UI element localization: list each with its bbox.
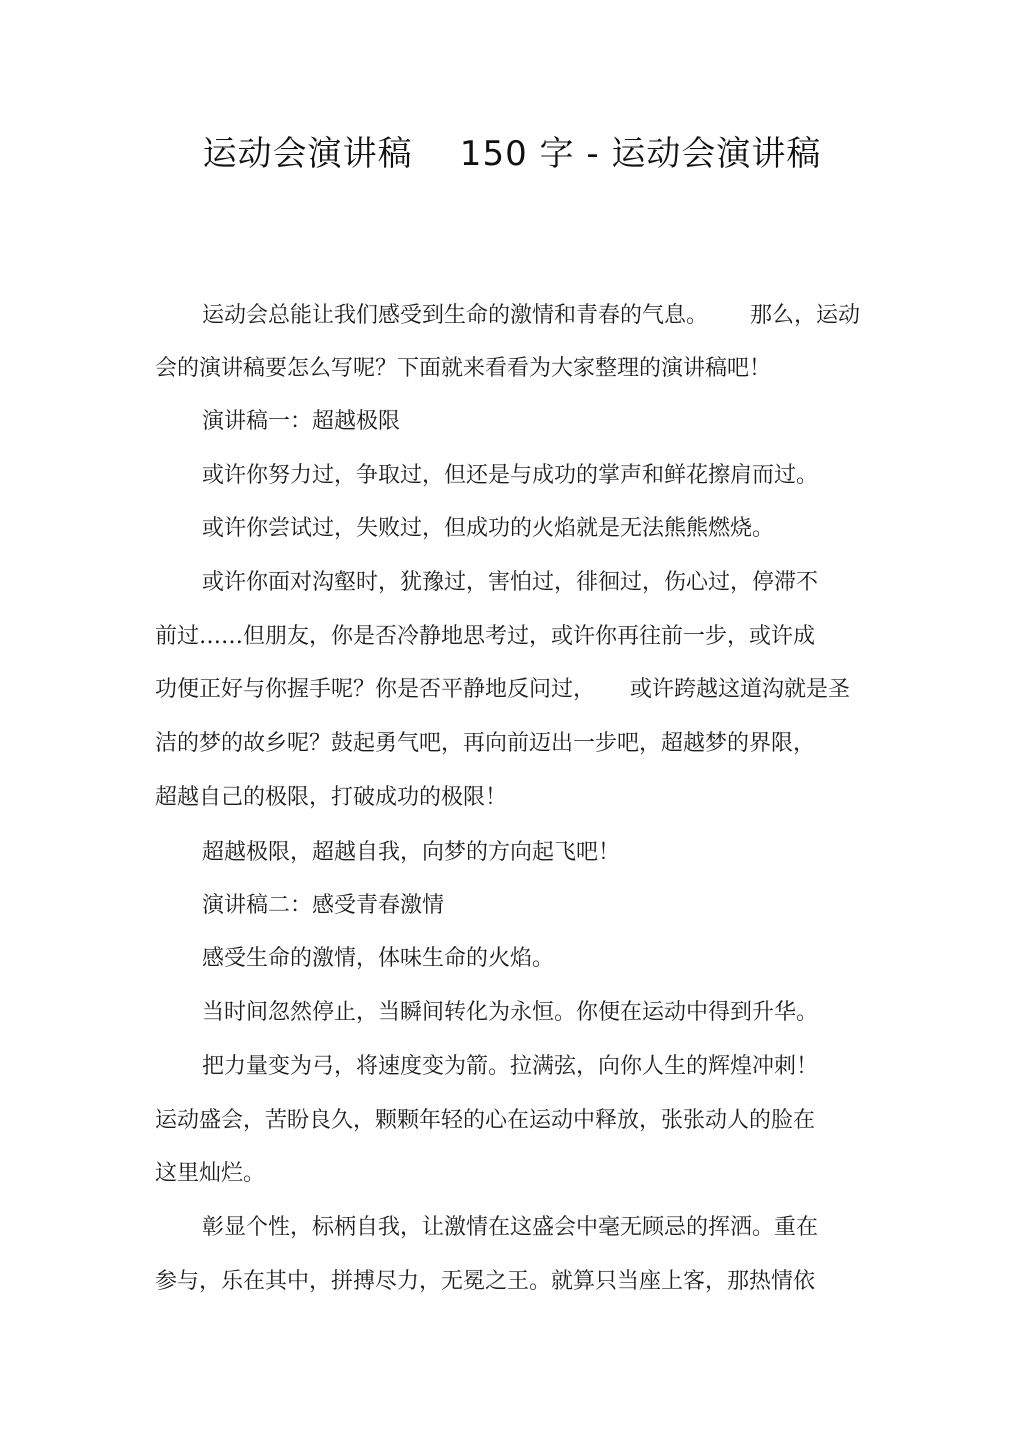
paragraph-line: 把力量变为弓，将速度变为箭。拉满弦，向你人生的辉煌冲刺！ bbox=[202, 1054, 819, 1079]
paragraph-line: 参与，乐在其中，拼搏尽力，无冕之王。就算只当座上客，那热情依 bbox=[155, 1269, 816, 1294]
paragraph-line: 功便正好与你握手呢？你是否平静地反问过， 或许跨越这道沟就是圣 bbox=[155, 677, 850, 702]
paragraph-line: 或许你面对沟壑时，犹豫过，害怕过，徘徊过，伤心过，停滞不 bbox=[202, 570, 819, 595]
section-heading: 演讲稿二：感受青春激情 bbox=[202, 893, 445, 918]
paragraph-line: 彰显个性，标柄自我，让激情在这盛会中毫无顾忌的挥洒。重在 bbox=[202, 1215, 819, 1240]
document-title: 运动会演讲稿 150 字 - 运动会演讲稿 bbox=[202, 134, 822, 174]
paragraph-line: 或许你尝试过，失败过，但成功的火焰就是无法熊熊燃烧。 bbox=[202, 516, 775, 541]
paragraph-line: 超越自己的极限，打破成功的极限！ bbox=[155, 785, 508, 810]
paragraph-line: 或许你努力过，争取过，但还是与成功的掌声和鲜花擦肩而过。 bbox=[202, 463, 819, 488]
paragraph-line: 运动盛会，苦盼良久，颗颗年轻的心在运动中释放，张张动人的脸在 bbox=[155, 1108, 816, 1133]
paragraph-line: 前过……但朋友，你是否冷静地思考过，或许你再往前一步，或许成 bbox=[155, 624, 816, 649]
paragraph-line: 当时间忽然停止，当瞬间转化为永恒。你便在运动中得到升华。 bbox=[202, 1000, 819, 1025]
paragraph-line: 超越极限，超越自我，向梦的方向起飞吧！ bbox=[202, 840, 621, 865]
section-heading: 演讲稿一：超越极限 bbox=[202, 409, 401, 434]
paragraph-line: 洁的梦的故乡呢？鼓起勇气吧，再向前迈出一步吧，超越梦的界限， bbox=[155, 731, 816, 756]
paragraph-line: 这里灿烂。 bbox=[155, 1161, 266, 1186]
paragraph-line: 会的演讲稿要怎么写呢？下面就来看看为大家整理的演讲稿吧！ bbox=[155, 356, 772, 381]
paragraph-line: 运动会总能让我们感受到生命的激情和青春的气息。 那么，运动 bbox=[202, 303, 860, 328]
paragraph-line: 感受生命的激情，体味生命的火焰。 bbox=[202, 946, 555, 971]
